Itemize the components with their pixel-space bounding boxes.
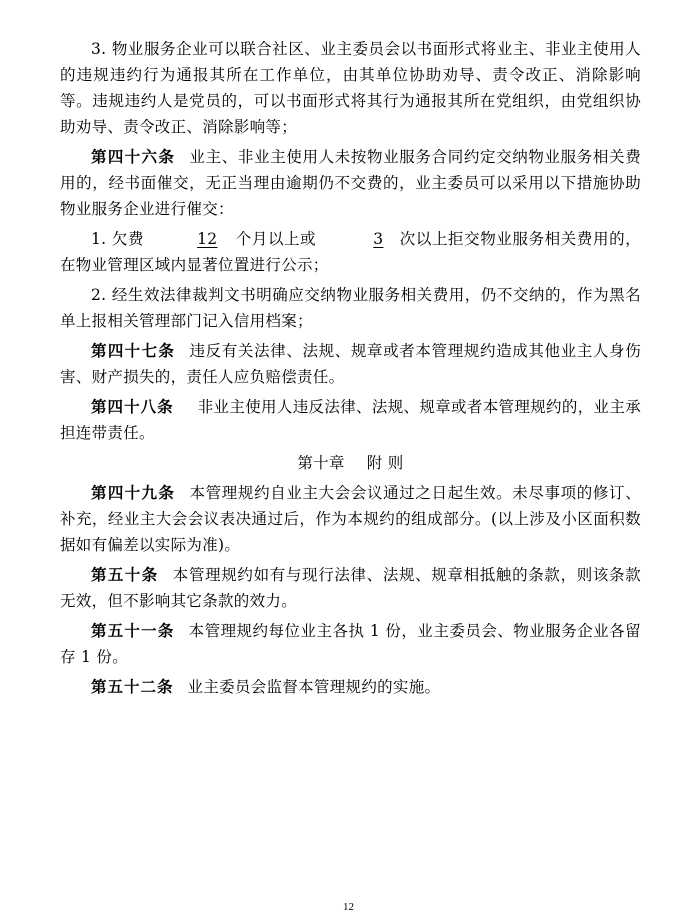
fill-blank-months: 12	[197, 230, 218, 248]
article-text: 本管理规约如有与现行法律、法规、规章相抵触的条款，则该条款无效，但不影响其它条款的效力。	[60, 566, 641, 610]
article-text: 违反有关法律、法规、规章或者本管理规约造成其他业主人身伤害、财产损失的，责任人应负赔偿责任。	[60, 342, 641, 386]
paragraph-text: 3. 物业服务企业可以联合社区、业主委员会以书面形式将业主、非业主使用人的违规违约行为通报其所在工作单位，由其单位协助劝导、责令改正、消除影响等。违规违约人是党员的，可以书面形式将其行为通报其所在党组织，由党组织协助劝导、责令改正、消除影响等；	[60, 40, 641, 136]
article-48	[60, 394, 641, 446]
article-50	[60, 562, 641, 614]
list-item-text: 次以上拒交物业服务相关费用的，在物业管理区域内显著位置进行公示；	[60, 230, 641, 274]
article-text: 本管理规约每位业主各执 1 份，业主委员会、物业服务企业各留存 1 份。	[60, 622, 641, 666]
list-item-text: 2. 经生效法律裁判文书明确应交纳物业服务相关费用，仍不交纳的，作为黑名单上报相关管理部门记入信用档案；	[60, 286, 641, 330]
chapter-title: 附 则	[366, 454, 404, 472]
article-label: 第五十条	[91, 566, 159, 584]
article-label: 第四十八条	[91, 398, 174, 416]
list-item-text: 个月以上或	[235, 230, 317, 248]
article-text: 本管理规约自业主大会会议通过之日起生效。未尽事项的修订、补充，经业主大会会议表决通过后，作为本规约的组成部分。(以上涉及小区面积数据如有偏差以实际为准)。	[60, 484, 641, 554]
article-47	[60, 338, 641, 390]
chapter-number: 第十章	[297, 454, 345, 472]
page-number: 12	[343, 901, 354, 913]
article-text: 业主委员会监督本管理规约的实施。	[187, 678, 441, 696]
fill-blank-times: 3	[373, 230, 384, 248]
list-item-1	[60, 226, 641, 278]
article-label: 第五十二条	[91, 678, 174, 696]
article-label: 第四十七条	[91, 342, 176, 360]
list-item-text: 1. 欠费	[91, 230, 145, 248]
article-51	[60, 618, 641, 670]
paragraph-item-3	[60, 36, 641, 140]
list-item-2	[60, 282, 641, 334]
article-label: 第四十六条	[91, 148, 176, 166]
document-body	[60, 36, 641, 700]
article-text: 非业主使用人违反法律、法规、规章或者本管理规约的，业主承担连带责任。	[60, 398, 641, 442]
chapter-heading	[60, 450, 641, 476]
article-49	[60, 480, 641, 558]
article-text: 业主、非业主使用人未按物业服务合同约定交纳物业服务相关费用的，经书面催交，无正当理由逾期仍不交费的，业主委员可以采用以下措施协助物业服务企业进行催交：	[60, 148, 641, 218]
article-46	[60, 144, 641, 222]
article-label: 第四十九条	[91, 484, 176, 502]
article-label: 第五十一条	[91, 622, 175, 640]
article-52	[60, 674, 641, 700]
